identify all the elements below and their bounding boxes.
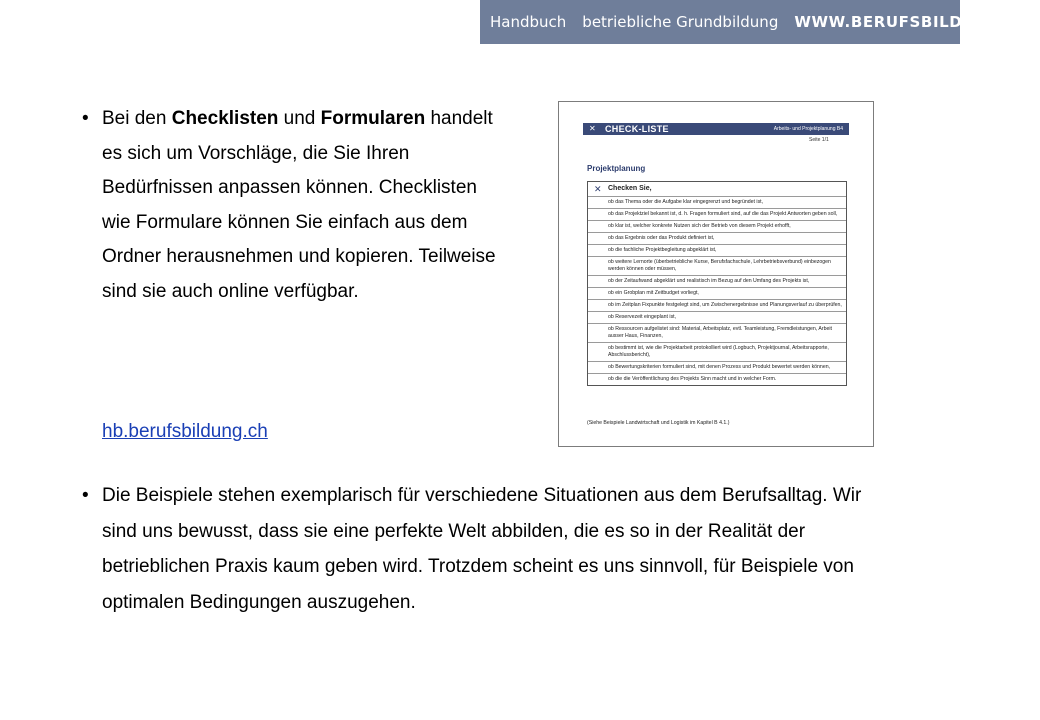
checklist-title-bar — [583, 123, 849, 135]
check-x-icon: ✕ — [594, 184, 602, 194]
header-bar — [480, 0, 1033, 44]
checklist-row: ob die die Veröffentlichung des Projekts Sinn macht und in welcher Form. — [588, 373, 846, 385]
header-handbuch: Handbuch — [490, 13, 567, 31]
bullet-checklisten — [82, 102, 502, 309]
checklist-row: ob Bewertungskriterien formuliert sind, mit denen Prozess und Produkt bewertet werden können, — [588, 361, 846, 373]
hb-berufsbildung-link[interactable]: hb.berufsbildung.ch — [102, 421, 268, 442]
checklist-row: ob Ressourcen aufgelistet sind: Material, Arbeitsplatz, evtl. Teamleistung, Fremdleistungen, Arbeit ausser Haus, Finanzen, — [588, 323, 846, 342]
checklist-row: ob die fachliche Projektbegleitung abgeklärt ist, — [588, 244, 846, 256]
checklist-row: ob das Ergebnis oder das Produkt definiert ist, — [588, 232, 846, 244]
checklist-row: ob Reservezeit eingeplant ist, — [588, 311, 846, 323]
checklist-row: ob weitere Lernorte (überbetriebliche Kurse, Berufsfachschule, Lehrbetriebsverbund) einbezogen werden können oder müssen, — [588, 256, 846, 275]
header-subtitle: betriebliche Grundbildung — [582, 13, 779, 31]
checklist-table — [587, 181, 847, 386]
checklist-row: ob bestimmt ist, wie die Projektarbeit protokolliert wird (Logbuch, Projektjournal, Arbeitsrapporte, Abschlussbericht), — [588, 342, 846, 361]
checklist-row: ob das Thema oder die Aufgabe klar eingegrenzt und begründet ist, — [588, 196, 846, 208]
header-url[interactable]: WWW.BERUFSBILDUNG.CH — [794, 13, 1033, 31]
checklist-row: ob klar ist, welcher konkrete Nutzen sich der Betrieb von diesem Projekt erhofft, — [588, 220, 846, 232]
checklist-row: ob der Zeitaufwand abgeklärt und realistisch im Bezug auf den Umfang des Projekts ist, — [588, 275, 846, 287]
checklist-page: Seite 1/1 — [809, 137, 829, 143]
bullet-dot: • — [82, 485, 89, 506]
checklist-bar-title: CHECK-LISTE — [605, 124, 669, 134]
checklist-row: ob das Projektziel bekannt ist, d. h. Fragen formuliert sind, auf die das Projekt Antworten geben soll, — [588, 208, 846, 220]
bullet-beispiele — [82, 478, 882, 620]
checklist-x-icon: ✕ — [589, 124, 596, 133]
bold-formularen: Formularen — [320, 108, 426, 129]
checklist-heading: Projektplanung — [587, 164, 646, 173]
bullet-beispiele-text: Die Beispiele stehen exemplarisch für verschiedene Situationen aus dem Berufsalltag. Wir sind uns bewusst, dass sie eine perfekte Welt abbilden, die es so in der Realität der betrieblichen Praxis kaum geben wird. Trotzdem scheint es uns sinnvoll, für Beispiele von optimalen Bedingungen auszugehen. — [102, 485, 862, 613]
bullet-dot: • — [82, 108, 89, 129]
bullet-checklisten-text: Bei den Checklisten und Formularen handelt es sich um Vorschläge, die Sie Ihren Bedürfnissen anpassen können. Checklisten wie Formulare können Sie einfach aus dem Ordner herausnehmen und kopieren. Teilweise sind sie auch online verfügbar. — [102, 108, 496, 302]
checklist-bar-right: Arbeits- und Projektplanung B4 — [773, 126, 843, 132]
checklist-footnote: (Siehe Beispiele Landwirtschaft und Logistik im Kapitel B 4.1.) — [587, 420, 730, 426]
checklist-head-row: ✕ Checken Sie, — [594, 184, 652, 194]
checklist-row: ob im Zeitplan Fixpunkte festgelegt sind, um Zwischenergebnisse und Planungsverlauf zu überprüfen, — [588, 299, 846, 311]
checklist-row: ob ein Grobplan mit Zeitbudget vorliegt, — [588, 287, 846, 299]
bold-checklisten: Checklisten — [171, 108, 279, 129]
checklist-thumbnail — [558, 101, 874, 447]
